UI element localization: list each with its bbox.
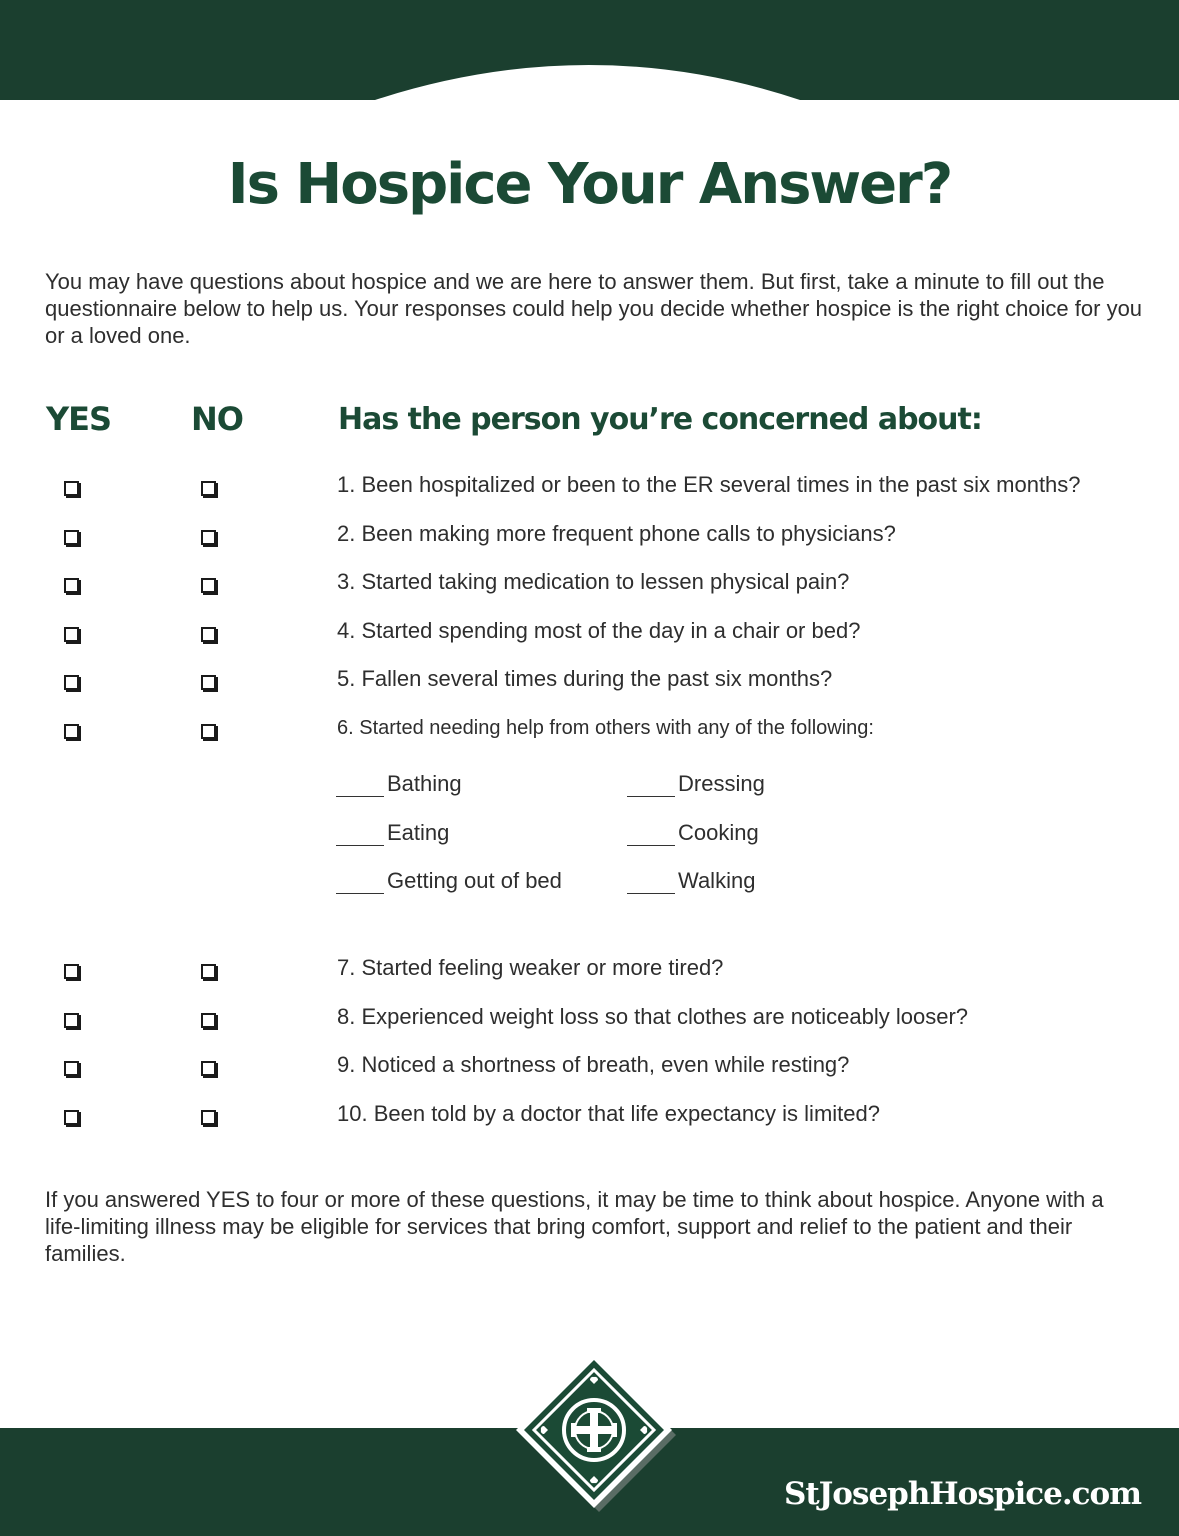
closing-paragraph: If you answered YES to four or more of these questions, it may be time to think about hospice. Anyone with a life-limiting illness may be eligible for services that bring comfort, support and relief to the patient and their families. <box>45 1187 1104 1266</box>
activity-label: Bathing <box>387 771 462 796</box>
activity-blank[interactable] <box>627 796 675 797</box>
question-row <box>0 955 1179 995</box>
activity-blank[interactable] <box>627 845 675 846</box>
website-link[interactable]: StJosephHospice.com <box>783 1476 1141 1512</box>
yes-checkbox-5[interactable] <box>64 675 79 690</box>
yes-checkbox-7[interactable] <box>64 964 79 979</box>
activity-blank[interactable] <box>336 893 384 894</box>
yes-checkbox-1[interactable] <box>64 481 79 496</box>
no-checkbox-1[interactable] <box>201 481 216 496</box>
yes-column-header: YES <box>46 400 112 438</box>
question-row <box>0 666 1179 706</box>
question-header: Has the person you’re concerned about: <box>338 402 982 437</box>
no-checkbox-3[interactable] <box>201 578 216 593</box>
no-checkbox-6[interactable] <box>201 724 216 739</box>
activity-blank[interactable] <box>336 845 384 846</box>
no-checkbox-8[interactable] <box>201 1013 216 1028</box>
no-checkbox-5[interactable] <box>201 675 216 690</box>
question-row <box>0 715 1179 755</box>
question-text-1: 1. Been hospitalized or been to the ER several times in the past six months? <box>337 472 1081 497</box>
activity-label: Getting out of bed <box>387 868 562 893</box>
question-text-5: 5. Fallen several times during the past six months? <box>337 666 833 691</box>
no-checkbox-2[interactable] <box>201 530 216 545</box>
yes-checkbox-9[interactable] <box>64 1061 79 1076</box>
page-title: Is Hospice Your Answer? <box>227 152 952 217</box>
question-row <box>0 521 1179 561</box>
no-column-header: NO <box>191 400 243 438</box>
yes-checkbox-10[interactable] <box>64 1110 79 1125</box>
question-text-9: 9. Noticed a shortness of breath, even while resting? <box>337 1052 850 1077</box>
question-row <box>0 569 1179 609</box>
question-row <box>0 1052 1179 1092</box>
question-row <box>0 1101 1179 1141</box>
no-checkbox-4[interactable] <box>201 627 216 642</box>
yes-checkbox-2[interactable] <box>64 530 79 545</box>
no-checkbox-9[interactable] <box>201 1061 216 1076</box>
no-checkbox-7[interactable] <box>201 964 216 979</box>
question-text-4: 4. Started spending most of the day in a chair or bed? <box>337 618 861 643</box>
activity-label: Dressing <box>678 771 765 796</box>
question-text-7: 7. Started feeling weaker or more tired? <box>337 955 724 980</box>
no-checkbox-10[interactable] <box>201 1110 216 1125</box>
activity-blank[interactable] <box>627 893 675 894</box>
yes-checkbox-6[interactable] <box>64 724 79 739</box>
yes-checkbox-8[interactable] <box>64 1013 79 1028</box>
yes-checkbox-3[interactable] <box>64 578 79 593</box>
question-text-10: 10. Been told by a doctor that life expectancy is limited? <box>337 1101 880 1126</box>
question-row <box>0 472 1179 512</box>
activity-blank[interactable] <box>336 796 384 797</box>
activity-label: Cooking <box>678 820 759 845</box>
question-row <box>0 1004 1179 1044</box>
question-text-2: 2. Been making more frequent phone calls to physicians? <box>337 521 896 546</box>
header-band <box>0 0 1179 100</box>
intro-paragraph: You may have questions about hospice and we are here to answer them. But first, take a minute to fill out the questionnaire below to help us. Your responses could help you decide whether hospice is the right choice for you or a loved one. <box>45 269 1143 348</box>
question-text-6: 6. Started needing help from others with any of the following: <box>337 717 874 739</box>
activity-label: Eating <box>387 820 450 845</box>
question-text-8: 8. Experienced weight loss so that clothes are noticeably looser? <box>337 1004 969 1029</box>
question-row <box>0 618 1179 658</box>
hospice-logo-icon <box>512 1350 682 1520</box>
yes-checkbox-4[interactable] <box>64 627 79 642</box>
question-text-3: 3. Started taking medication to lessen physical pain? <box>337 569 850 594</box>
activity-label: Walking <box>678 868 756 893</box>
